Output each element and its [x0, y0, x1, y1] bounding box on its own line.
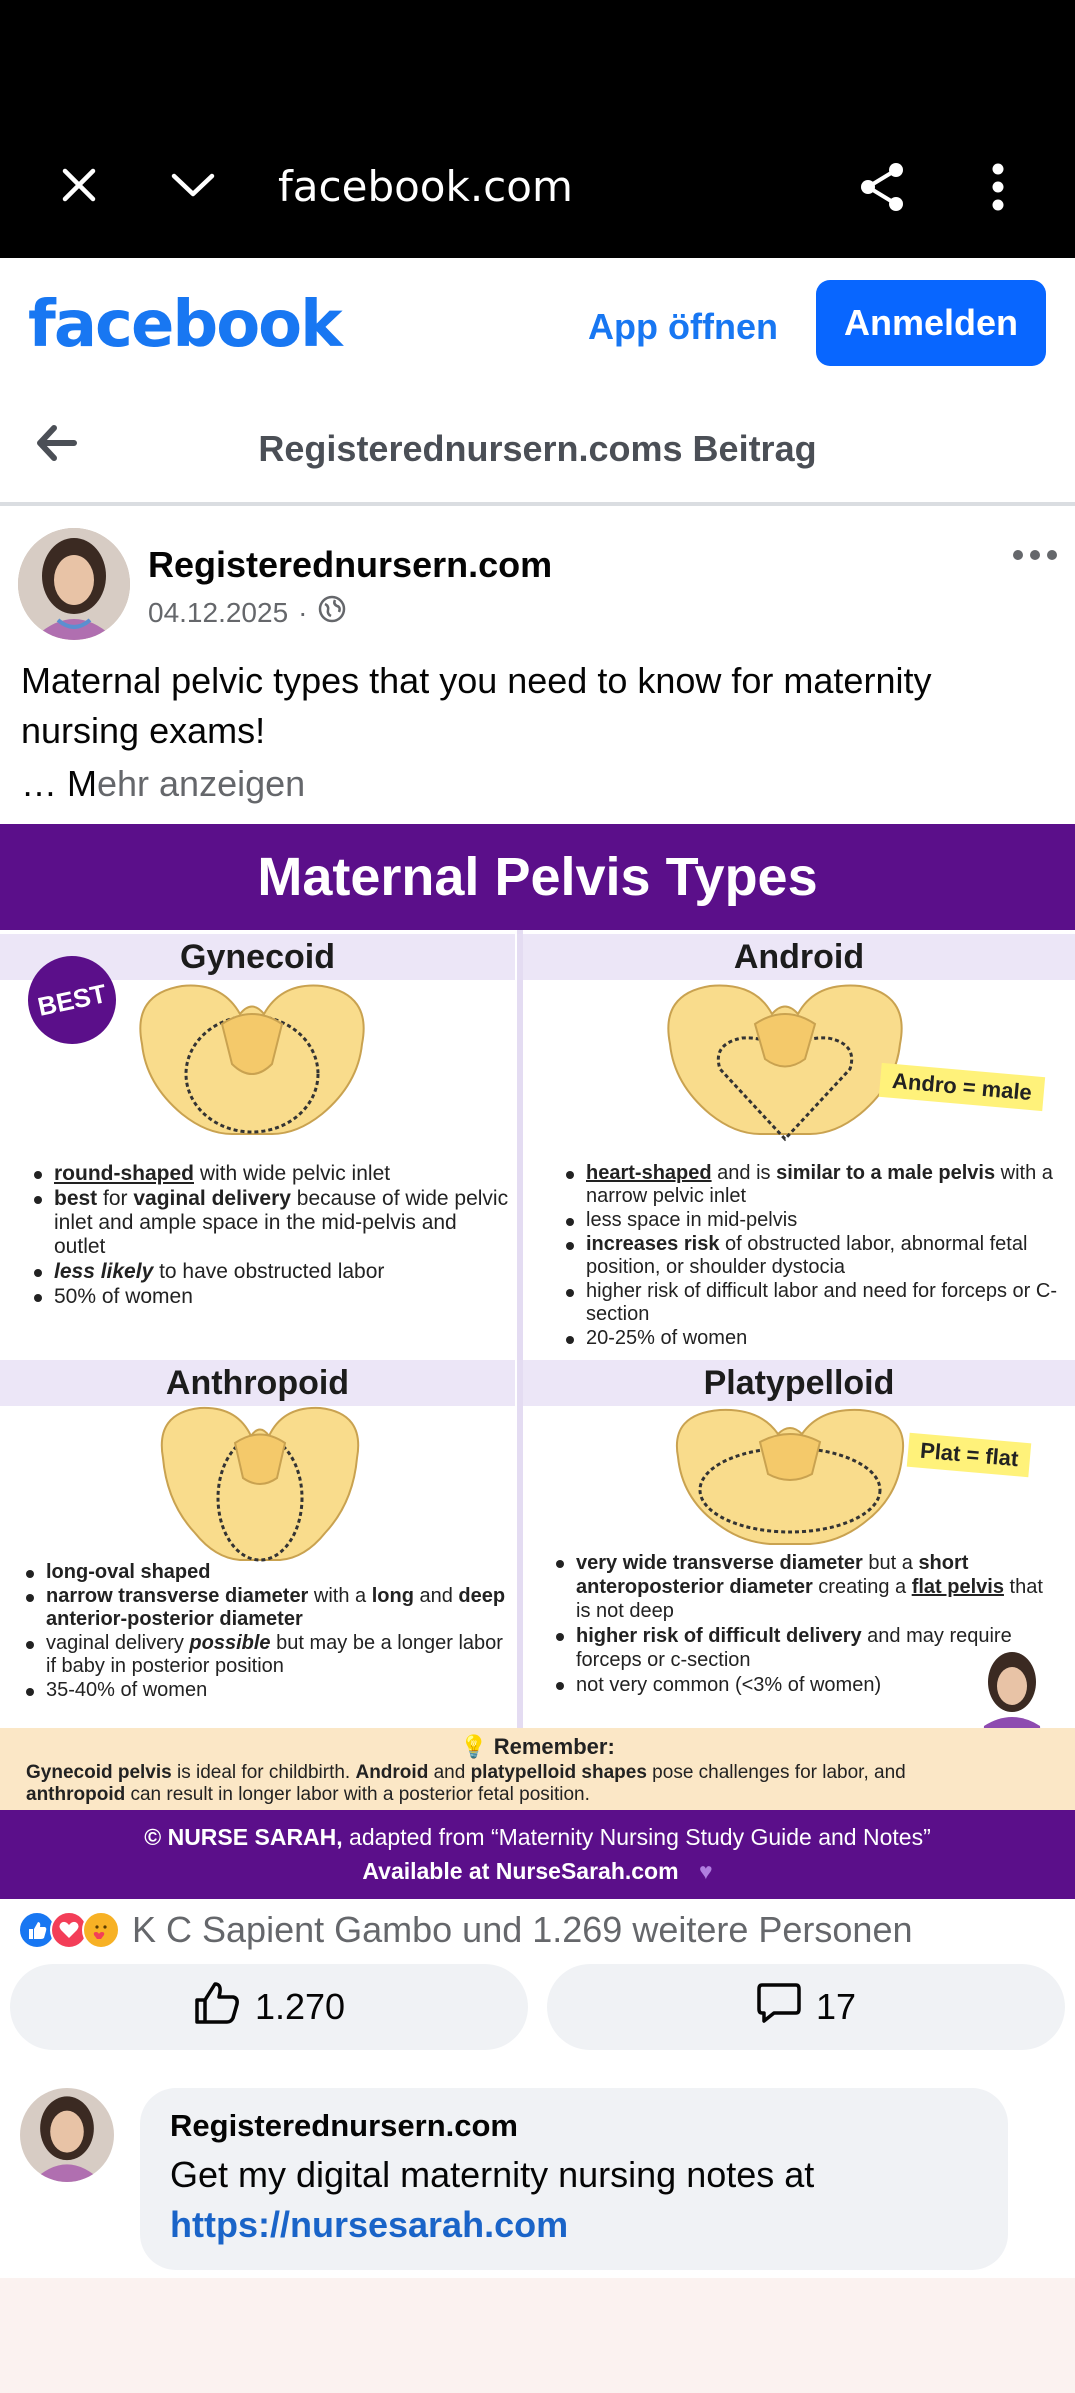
- bullet: less likely to have obstructed labor: [30, 1260, 510, 1284]
- bullet: vaginal delivery possible but may be a longer labor if baby in posterior position: [22, 1632, 507, 1678]
- platypelloid-heading: Platypelloid: [523, 1360, 1075, 1406]
- comment-author[interactable]: Registerednursern.com: [170, 2108, 518, 2143]
- comment-text: Get my digital maternity nursing notes at https://nursesarah.com: [170, 2154, 815, 2245]
- post-date[interactable]: 04.12.2025: [148, 596, 289, 628]
- post-image[interactable]: [0, 824, 1075, 1899]
- post-header: [0, 510, 1075, 650]
- bullet: not very common (<3% of women): [552, 1673, 1062, 1697]
- bullet: 20-25% of women: [562, 1327, 1067, 1350]
- author-avatar[interactable]: [18, 528, 130, 640]
- remember-title: 💡 Remember:: [460, 1734, 615, 1759]
- post-author-name[interactable]: Registerednursern.com: [148, 544, 553, 585]
- bullet: 50% of women: [30, 1285, 510, 1309]
- like-count: 1.270: [254, 1986, 346, 2027]
- browser-toolbar: [0, 110, 1075, 258]
- post-meta: [148, 594, 347, 631]
- comment-link[interactable]: https://nursesarah.com: [170, 2204, 569, 2245]
- share-icon[interactable]: [856, 160, 910, 214]
- meta-separator: ·: [298, 596, 308, 628]
- android-bullets: [562, 1162, 1067, 1351]
- care-icon: [82, 1911, 120, 1949]
- bullet: best for vaginal delivery because of wide pelvic inlet and ample space in the mid-pelvis and outlet: [30, 1187, 510, 1259]
- like-button[interactable]: [10, 1964, 528, 2050]
- reactions-summary[interactable]: [18, 1906, 913, 1954]
- comment-count: 17: [815, 1986, 857, 2027]
- more-vert-icon[interactable]: [978, 160, 1018, 214]
- see-more-label: ehr anzeigen: [97, 763, 306, 804]
- see-more-link[interactable]: [21, 756, 305, 812]
- page-bottom-area: [0, 2278, 1075, 2393]
- gynecoid-heading: Gynecoid: [0, 934, 515, 980]
- thumbs-up-icon: [193, 1980, 241, 2035]
- remember-text: Gynecoid pelvis is ideal for childbirth. Android and platypelloid shapes pose challenges for labor, and anthropoid can result in longer labor with a posterior fetal position.: [26, 1762, 906, 1805]
- bullet: very wide transverse diameter but a short anteroposterior diameter creating a flat pelvis that is not deep: [552, 1551, 1062, 1623]
- bullet: long-oval shaped: [22, 1561, 507, 1584]
- bullet: less space in mid-pelvis: [562, 1209, 1067, 1232]
- gynecoid-bullets: [30, 1162, 510, 1310]
- infographic-title: Maternal Pelvis Types: [0, 824, 1075, 930]
- reactions-text: K C Sapient Gambo und 1.269 weitere Personen: [132, 1909, 913, 1950]
- close-icon[interactable]: [54, 160, 104, 210]
- commenter-avatar[interactable]: [20, 2088, 114, 2182]
- globe-icon: [317, 594, 347, 631]
- platypelloid-tag: Plat = flat: [907, 1433, 1032, 1478]
- lightbulb-icon: 💡: [460, 1734, 488, 1759]
- comment-bubble: [140, 2088, 1008, 2270]
- post-options-icon[interactable]: [1013, 550, 1057, 560]
- bullet: narrow transverse diameter with a long and deep anterior-posterior diameter: [22, 1585, 507, 1631]
- android-heading: Android: [523, 934, 1075, 980]
- anthropoid-pelvis-illustration: [145, 1398, 375, 1568]
- bullet: higher risk of difficult delivery and may require forceps or c-section: [552, 1624, 1062, 1672]
- open-app-link[interactable]: App öffnen: [588, 306, 778, 347]
- infographic-footer: [0, 1810, 1075, 1899]
- android-pelvis-illustration: [650, 974, 920, 1144]
- comment-button[interactable]: [547, 1964, 1065, 2050]
- browser-url[interactable]: facebook.com: [278, 162, 573, 211]
- best-badge: BEST: [20, 948, 124, 1052]
- chevron-down-icon[interactable]: [166, 160, 220, 210]
- anthropoid-bullets: [22, 1561, 507, 1703]
- bullet: round-shaped with wide pelvic inlet: [30, 1162, 510, 1186]
- status-bar: [0, 0, 1075, 110]
- page-title: Registerednursern.coms Beitrag: [258, 428, 817, 469]
- post-text: Maternal pelvic types that you need to know for maternity nursing exams!: [21, 660, 932, 751]
- bullet: 35-40% of women: [22, 1679, 507, 1702]
- login-button[interactable]: Anmelden: [816, 280, 1046, 366]
- footer-credit: © NURSE SARAH, adapted from “Maternity Nursing Study Guide and Notes”: [144, 1824, 931, 1850]
- gynecoid-pelvis-illustration: [122, 974, 382, 1144]
- remember-box: [0, 1728, 1075, 1810]
- android-tag: Andro = male: [879, 1063, 1045, 1111]
- platypelloid-pelvis-illustration: [660, 1402, 920, 1552]
- see-more-prefix: … M: [21, 763, 97, 804]
- bullet: higher risk of difficult labor and need for forceps or C-section: [562, 1280, 1067, 1326]
- facebook-logo[interactable]: facebook: [28, 288, 341, 362]
- facebook-header: [0, 258, 1075, 388]
- bullet: increases risk of obstructed labor, abnormal fetal position, or shoulder dystocia: [562, 1233, 1067, 1279]
- comment-icon: [756, 1981, 802, 2034]
- footer-website: Available at NurseSarah.com ♥: [362, 1858, 713, 1884]
- bullet: heart-shaped and is similar to a male pelvis with a narrow pelvic inlet: [562, 1162, 1067, 1208]
- post-page-header: [0, 388, 1075, 506]
- heart-icon: ♥: [698, 1858, 713, 1884]
- anthropoid-heading: Anthropoid: [0, 1360, 515, 1406]
